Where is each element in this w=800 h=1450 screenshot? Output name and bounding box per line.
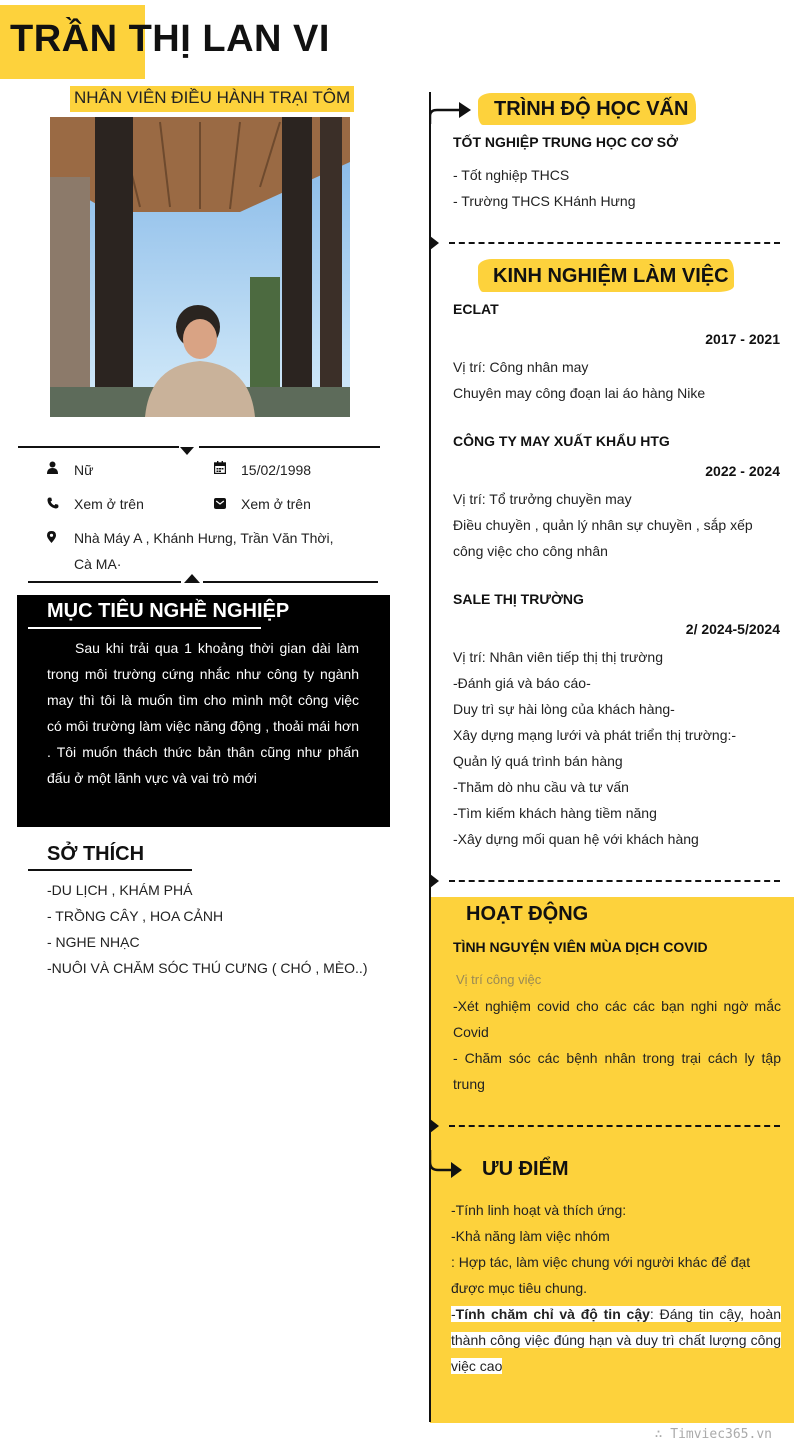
job-line: Duy trì sự hài lòng của khách hàng- — [453, 701, 675, 717]
hobby-item: - NGHE NHẠC — [47, 934, 140, 950]
strength-line: : Hợp tác, làm việc chung với người khác để đạt được mục tiêu chung. — [451, 1254, 751, 1296]
timeline-marker — [430, 874, 439, 888]
divider — [28, 581, 181, 583]
divider — [199, 446, 380, 448]
hobby-item: - TRỒNG CÂY , HOA CẢNH — [47, 908, 224, 924]
activity-org: TÌNH NGUYỆN VIÊN MÙA DỊCH COVID — [453, 939, 708, 955]
job-company: CÔNG TY MAY XUẤT KHẨU HTG — [453, 433, 670, 449]
job-date: 2017 - 2021 — [705, 331, 780, 347]
full-name: TRẦN THỊ LAN VI — [10, 18, 330, 60]
objective-title: MỤC TIÊU NGHỀ NGHIỆP — [47, 600, 290, 622]
strength-reliability-text — [451, 1306, 781, 1374]
strength-rest: : Đáng tin cậy, hoàn thành công việc đúng hạn và duy trì chất lượng công việc cao — [451, 1306, 781, 1374]
experience-title: KINH NGHIỆM LÀM VIỆC — [493, 265, 729, 287]
strength-prefix: - — [451, 1306, 456, 1322]
objective-text: Sau khi trải qua 1 khoảng thời gian dài làm trong môi trường cứng nhắc như công ty ngành may thì tôi là muốn tìm cho mình một công việc có môi trường làm việc năng động , thoải mái hơn . Tôi muốn thách thức bản thân cũng như phấn đấu ở một lãnh vực và vai trò mới — [47, 640, 359, 786]
divider — [18, 446, 179, 448]
strength-line: -Khả năng làm việc nhóm — [451, 1228, 610, 1244]
arrow-icon — [429, 1150, 465, 1178]
job-line: Điều chuyền , quản lý nhân sự chuyền , sắp xếp công việc cho công nhân — [453, 517, 753, 559]
job-date: 2022 - 2024 — [705, 463, 780, 479]
hobby-item: -DU LỊCH , KHÁM PHÁ — [47, 882, 193, 898]
birthday-value: 15/02/1998 — [241, 462, 312, 478]
education-title: TRÌNH ĐỘ HỌC VẤN — [494, 98, 689, 120]
timeline-marker — [430, 236, 439, 250]
section-divider — [449, 242, 780, 244]
job-title: NHÂN VIÊN ĐIỀU HÀNH TRẠI TÔM — [70, 86, 354, 112]
job-line: -Thăm dò nhu cầu và tư vấn — [453, 779, 629, 795]
strength-reliability — [451, 1301, 781, 1379]
calendar-icon — [214, 461, 226, 477]
job-line: Vị trí: Công nhân may — [453, 359, 589, 375]
divider-arrow — [180, 447, 194, 455]
gender-value: Nữ — [74, 462, 94, 478]
activity-position-placeholder: Vị trí công việc — [456, 972, 542, 987]
timeline-marker — [430, 1119, 439, 1133]
job-line: Vị trí: Nhân viên tiếp thị thị trường — [453, 649, 663, 665]
objective-underline — [28, 627, 261, 629]
job-line: -Tìm kiếm khách hàng tiềm năng — [453, 805, 657, 821]
job-line: Chuyên may công đoạn lai áo hàng Nike — [453, 385, 706, 401]
activity-text: -Xét nghiệm covid cho các các bạn nghi ngờ mắc Covid - Chăm sóc các bệnh nhân trong trại cách ly tập trung — [453, 998, 781, 1092]
email-value: Xem ở trên — [241, 496, 311, 512]
address-line-1: Nhà Máy A , Khánh Hưng, Trần Văn Thời, — [74, 530, 334, 546]
job-line: -Xây dựng mối quan hệ với khách hàng — [453, 831, 699, 847]
address-line-2: Cà MA· — [74, 556, 122, 572]
watermark: ∴ Timviec365.vn — [654, 1427, 772, 1442]
job-company: SALE THỊ TRƯỜNG — [453, 591, 584, 607]
job-line: Vị trí: Tổ trưởng chuyền may — [453, 491, 632, 507]
phone-value: Xem ở trên — [74, 496, 144, 512]
education-line: - Trường THCS KHánh Hưng — [453, 193, 636, 209]
education-level: TỐT NGHIỆP TRUNG HỌC CƠ SỞ — [453, 134, 679, 150]
strength-bold: Tính chăm chỉ và độ tin cậy — [455, 1306, 650, 1322]
location-icon — [47, 530, 56, 546]
job-company: ECLAT — [453, 301, 499, 317]
section-divider — [449, 880, 780, 882]
profile-photo — [50, 117, 350, 417]
section-divider — [449, 1125, 780, 1127]
activities-title: HOẠT ĐỘNG — [466, 903, 589, 925]
job-line: Xây dựng mạng lưới và phát triển thị trường:- — [453, 727, 737, 743]
job-date: 2/ 2024-5/2024 — [685, 621, 780, 637]
user-icon — [47, 461, 58, 477]
hobby-item: -NUÔI VÀ CHĂM SÓC THÚ CƯNG ( CHÓ , MÈO..) — [47, 960, 368, 976]
profile-photo-illustration — [50, 117, 350, 417]
phone-icon — [47, 496, 59, 512]
divider — [203, 581, 378, 583]
strength-line: -Tính linh hoạt và thích ứng: — [451, 1202, 627, 1218]
arrow-icon — [429, 98, 473, 124]
divider-arrow — [184, 574, 200, 583]
timeline-line — [429, 92, 431, 1422]
hobbies-underline — [28, 869, 192, 871]
job-line: -Đánh giá và báo cáo- — [453, 675, 591, 691]
strengths-title: ƯU ĐIỂM — [482, 1158, 569, 1180]
education-line: - Tốt nghiệp THCS — [453, 167, 570, 183]
email-icon — [214, 496, 226, 512]
hobbies-title: SỞ THÍCH — [47, 843, 145, 865]
job-line: Quản lý quá trình bán hàng — [453, 753, 623, 769]
